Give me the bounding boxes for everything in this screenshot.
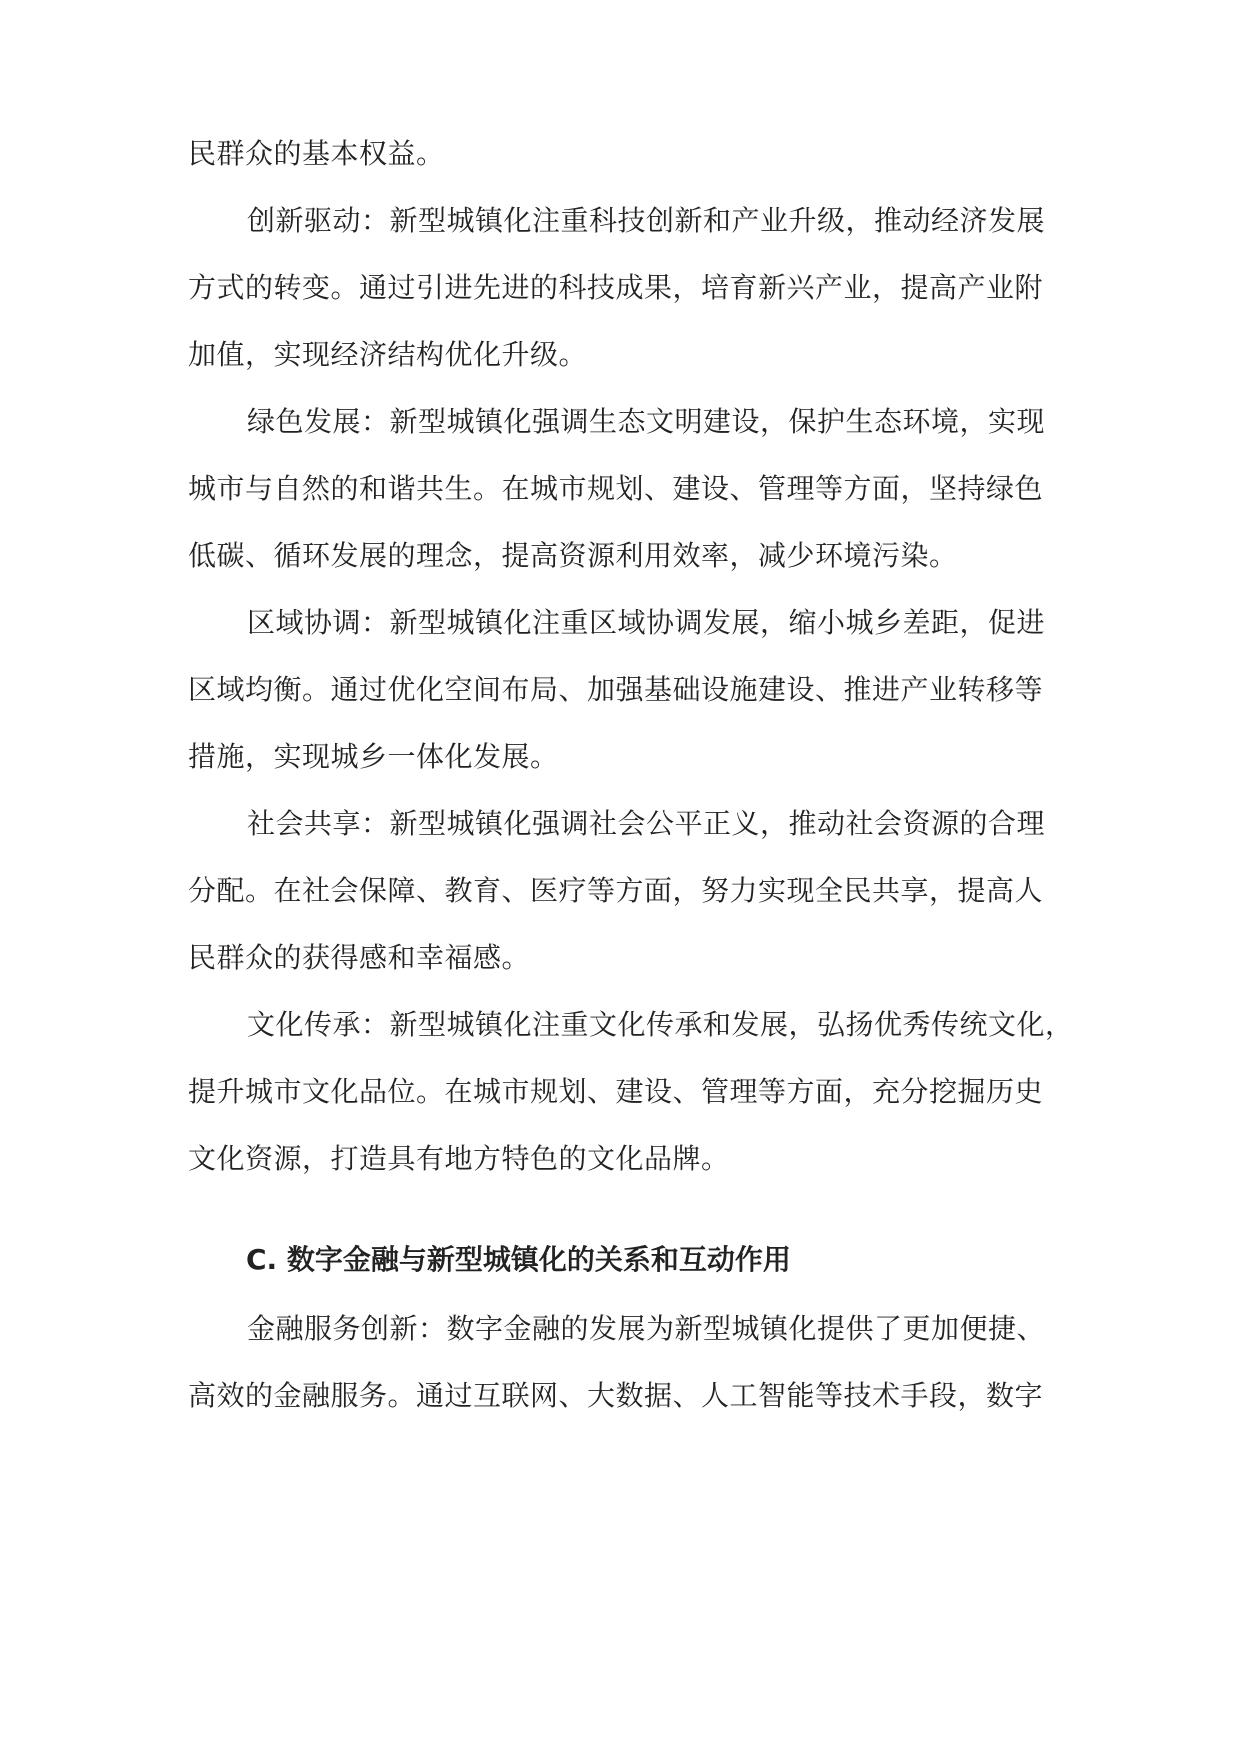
paragraph-culture-line-1: 文化传承：新型城镇化注重文化传承和发展，弘扬优秀传统文化， [247, 1008, 1074, 1041]
section-heading-c: C. 数字金融与新型城镇化的关系和互动作用 [246, 1243, 791, 1276]
paragraph-regional-line-1: 区域协调：新型城镇化注重区域协调发展，缩小城乡差距，促进 [247, 606, 1046, 639]
paragraph-green-line-3: 低碳、循环发展的理念，提高资源利用效率，减少环境污染。 [188, 539, 958, 572]
paragraph-innovation-line-3: 加值，实现经济结构优化升级。 [188, 338, 588, 371]
paragraph-innovation-line-2: 方式的转变。通过引进先进的科技成果，培育新兴产业，提高产业附 [188, 271, 1044, 304]
paragraph-regional-line-3: 措施，实现城乡一体化发展。 [188, 740, 559, 773]
paragraph-culture-line-3: 文化资源，打造具有地方特色的文化品牌。 [188, 1142, 730, 1175]
paragraph-regional-line-2: 区域均衡。通过优化空间布局、加强基础设施建设、推进产业转移等 [188, 673, 1044, 706]
paragraph-social-line-2: 分配。在社会保障、教育、医疗等方面，努力实现全民共享，提高人 [188, 874, 1044, 907]
paragraph-line: 民群众的基本权益。 [188, 137, 445, 170]
paragraph-culture-line-2: 提升城市文化品位。在城市规划、建设、管理等方面，充分挖掘历史 [188, 1075, 1044, 1108]
paragraph-social-line-3: 民群众的获得感和幸福感。 [188, 941, 531, 974]
paragraph-finance-line-1: 金融服务创新：数字金融的发展为新型城镇化提供了更加便捷、 [247, 1312, 1046, 1345]
paragraph-green-line-1: 绿色发展：新型城镇化强调生态文明建设，保护生态环境，实现 [247, 405, 1046, 438]
paragraph-innovation-line-1: 创新驱动：新型城镇化注重科技创新和产业升级，推动经济发展 [247, 204, 1046, 237]
paragraph-finance-line-2: 高效的金融服务。通过互联网、大数据、人工智能等技术手段，数字 [188, 1379, 1044, 1412]
paragraph-green-line-2: 城市与自然的和谐共生。在城市规划、建设、管理等方面，坚持绿色 [188, 472, 1044, 505]
document-page [188, 0, 1074, 1754]
paragraph-social-line-1: 社会共享：新型城镇化强调社会公平正义，推动社会资源的合理 [247, 807, 1046, 840]
